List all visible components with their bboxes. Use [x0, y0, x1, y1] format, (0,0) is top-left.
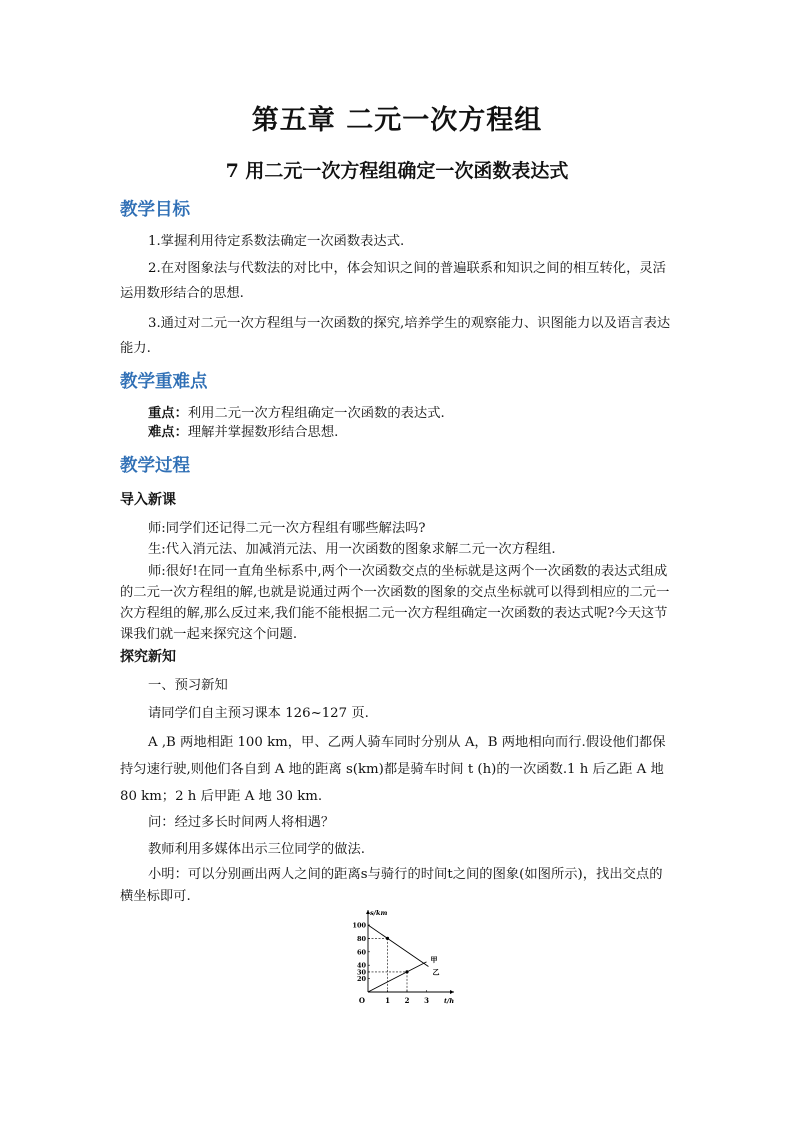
goal-item-3: 3.通过对二元一次方程组与一次函数的探究,培养学生的观察能力、识图能力以及语言表达能力.: [120, 316, 671, 356]
explore-heading: 探究新知: [120, 649, 176, 665]
x-axis-arrow: [450, 990, 454, 994]
explore-line-4: 问：经过多长时间两人将相遇？: [148, 815, 335, 830]
y-tick-label: 80: [356, 934, 366, 943]
difficulty-line: [120, 423, 674, 442]
y-tick-label: 30: [356, 968, 366, 977]
explore-line-5: 教师利用多媒体出示三位同学的做法.: [148, 842, 365, 857]
series-label: 乙: [432, 967, 440, 977]
explore-line-3: A ,B 两地相距 100 km，甲、乙两人骑车同时分别从 A，B 两地相向而行.假设他们都保持匀速行驶,则他们各自到 A 地的距离 s(km)都是骑车时间 t (h)的一次函数.1 h 后乙距 A 地 80 km；2 h 后甲距 A 地 30 km.: [120, 735, 666, 804]
data-point: [386, 937, 389, 940]
key-points-heading: 教学重难点: [120, 372, 208, 392]
y-tick-label: 100: [352, 921, 366, 930]
y-tick-label: 60: [356, 948, 366, 957]
goal-item-2: 2.在对图象法与代数法的对比中，体会知识之间的普遍联系和知识之间的相互转化，灵活运用数形结合的思想.: [120, 261, 666, 301]
focus-label: 重点：: [148, 406, 188, 421]
explore-line-1: 一、预习新知: [148, 678, 228, 693]
distance-time-chart: [348, 906, 464, 1010]
x-tick-label: 3: [424, 996, 429, 1005]
y-tick-label: 20: [356, 975, 366, 984]
goals-heading: 教学目标: [120, 200, 190, 220]
y-axis-label: s/km: [370, 909, 388, 917]
process-heading: 教学过程: [120, 456, 190, 476]
series-line-1: [368, 962, 427, 992]
intro-heading: 导入新课: [120, 492, 176, 508]
chapter-title: 第五章 二元一次方程组: [251, 105, 543, 136]
lesson-title: 7 用二元一次方程组确定一次函数表达式: [225, 160, 569, 182]
explore-line-2: 请同学们自主预习课本 126~127 页.: [148, 706, 369, 721]
series-line-2: [368, 925, 428, 967]
difficulty-text: 理解并掌握数形结合思想.: [187, 425, 339, 440]
x-tick-label: 1: [385, 996, 390, 1005]
goal-item-1: 1.掌握利用待定系数法确定一次函数表达式.: [148, 234, 405, 249]
focus-line: [120, 404, 674, 423]
origin-label: O: [358, 996, 365, 1005]
intro-line-2: 生:代入消元法、加减消元法、用一次函数的图象求解二元一次方程组.: [148, 542, 556, 557]
x-tick-label: 2: [404, 996, 410, 1005]
y-tick-label: 40: [356, 961, 366, 970]
explore-line-6: 小明：可以分别画出两人之间的距离s与骑行的时间t之间的图象(如图所示)，找出交点的横坐标即可.: [120, 867, 663, 904]
focus-text: 利用二元一次方程组确定一次函数的表达式.: [187, 406, 445, 421]
series-label: 甲: [430, 954, 438, 964]
x-axis-label: t/h: [443, 997, 455, 1005]
data-point: [405, 970, 408, 973]
intro-line-1: 师:同学们还记得二元一次方程组有哪些解法吗?: [148, 521, 426, 536]
difficulty-label: 难点：: [148, 425, 188, 440]
intro-line-3: 师:很好!在同一直角坐标系中,两个一次函数交点的坐标就是这两个一次函数的表达式组成的二元一次方程组的解,也就是说通过两个一次函数的图象的交点坐标就可以得到相应的二元一次方程组的解,那么反过来,我们能不能根据二元一次方程组确定一次函数的表达式呢?今天这节课我们就一起来探究这个问题.: [120, 564, 670, 642]
